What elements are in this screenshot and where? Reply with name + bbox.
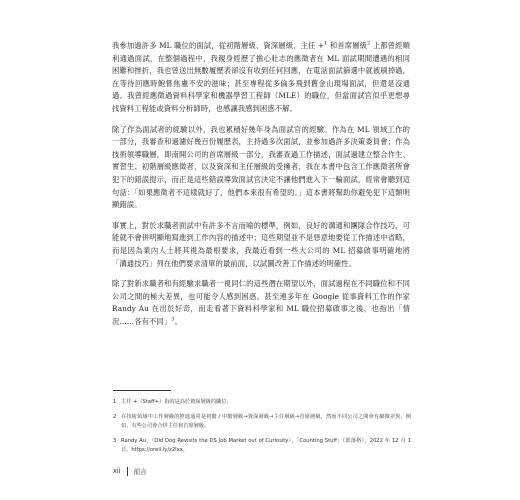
footnote-3 <box>113 437 411 455</box>
paragraph-1 <box>112 40 410 116</box>
paragraph-3: 事實上，對於求職者面試中有許多不言而喻的標準，例如，良好的溝通和團隊合作技巧，可能就不會併明顯地寫進到工作內容的描述中；這些期望並不是惡意地要從工作描述中省略，而是因為業內人士將其視為最根要求，我最近看到一些大公司的 ML 招募啟事明確地將「溝通技巧」列在他們要求清單的最前面，以試圖改善工作描述的明確性。 <box>112 220 410 268</box>
section-name: 前言 <box>133 468 147 476</box>
paragraph-1-text-c: 上都曾經順利通過面試，在整個過程中，我親身經歷了擔心壯志的應徵者在 ML 面試期間遭遇的相同困難和挫折，我也曾送出無數履歷表卻沒有收到任何回應，在電話面試篩選中就被刷掉過，在等待回應時飽嘗焦慮不安的滋味；甚至專程從多倫多飛到舊金山現場面試，但還是沒通過。我曾經應徵過資料科學家和機器學習工程師（MLE）的職位，但當面試官似乎更想尋找資料工程能或資料分析師時，也感讓我感到困惑不解。 <box>112 41 410 113</box>
page-footer <box>113 466 147 476</box>
paragraph-2: 除了作為面試者的經驗以外，我也累積好幾年身為面試官的經驗。作為在 ML 領域工作的一部分，我審查和過濾好幾百份履歷表，主持過多次面試，並參加過許多決策委員會；作為技術領導職層，即南開公司的首席層級一部分，我審查過工作描述，面試過建立整合作生、實習生、初階層級應徵者，以及資深和主任層級的受擁者，我在本書中包含工作應徵者所會犯下的錯誤提示，而正是這些錯誤導致面試官決定不讓他們進入下一輪面試，經常會聽到這句話：「如果應徵者不這樣就好了，他們本來很有希望的。」這本書將幫助你避免犯下這類明顯錯誤。 <box>112 124 410 210</box>
footnotes <box>113 398 411 461</box>
footnote-text: 主任 +（Staff+）指的是高於資深層級的職位。 <box>121 399 232 405</box>
footnote-divider <box>113 390 171 391</box>
footnote-number: 1 <box>113 399 117 405</box>
paragraph-4-end: 。 <box>174 316 182 326</box>
footnote-1 <box>113 398 411 407</box>
body-text <box>112 40 410 336</box>
footnote-text: 在技術領域中工作層級的推進通常是初階 / 中階層級→資深層級→主任層級→首席層級，然而不同公司之間會有細微差異，例如，有些公司會合併主任和首席層級。 <box>121 414 411 429</box>
footer-divider <box>127 467 128 476</box>
paragraph-4 <box>112 278 410 328</box>
footnote-2 <box>113 413 411 431</box>
footnote-ref-2[interactable]: 2 <box>367 40 371 47</box>
paragraph-1-text-a: 我參加過許多 ML 職位的面試，從初階層級、資深層級、主任 + <box>112 41 325 50</box>
paragraph-1-text-b: 和首席層級 <box>327 41 368 50</box>
footnote-text[interactable]: Randy Au，〈Old Dog Revisits the DS Job Market out of Curiosity〉，「Counting Stuff」（部落格），2022 年 12 月 1 日，https://oreil.ly/z2lxx。 <box>121 438 411 453</box>
footnote-ref-1[interactable]: 1 <box>324 40 328 47</box>
page-number: xii <box>113 467 121 475</box>
footnote-number: 2 <box>113 414 117 420</box>
footnote-ref-3[interactable]: 3 <box>171 316 175 323</box>
footnote-number: 3 <box>113 438 117 444</box>
paragraph-4-text: 除了對新求職者和有經驗求職者一視同仁的這些潛在期望以外，面試過程在不同職位和不同公司之間的極大差異，也可能令人感到困惑。甚至連多年在 Google 從事資料工作的作家 Randy Au 在出於好奇，而走看著下資料科學家和 ML 職位招募啟事之後，也指出「情況……各有不同」 <box>112 279 410 326</box>
